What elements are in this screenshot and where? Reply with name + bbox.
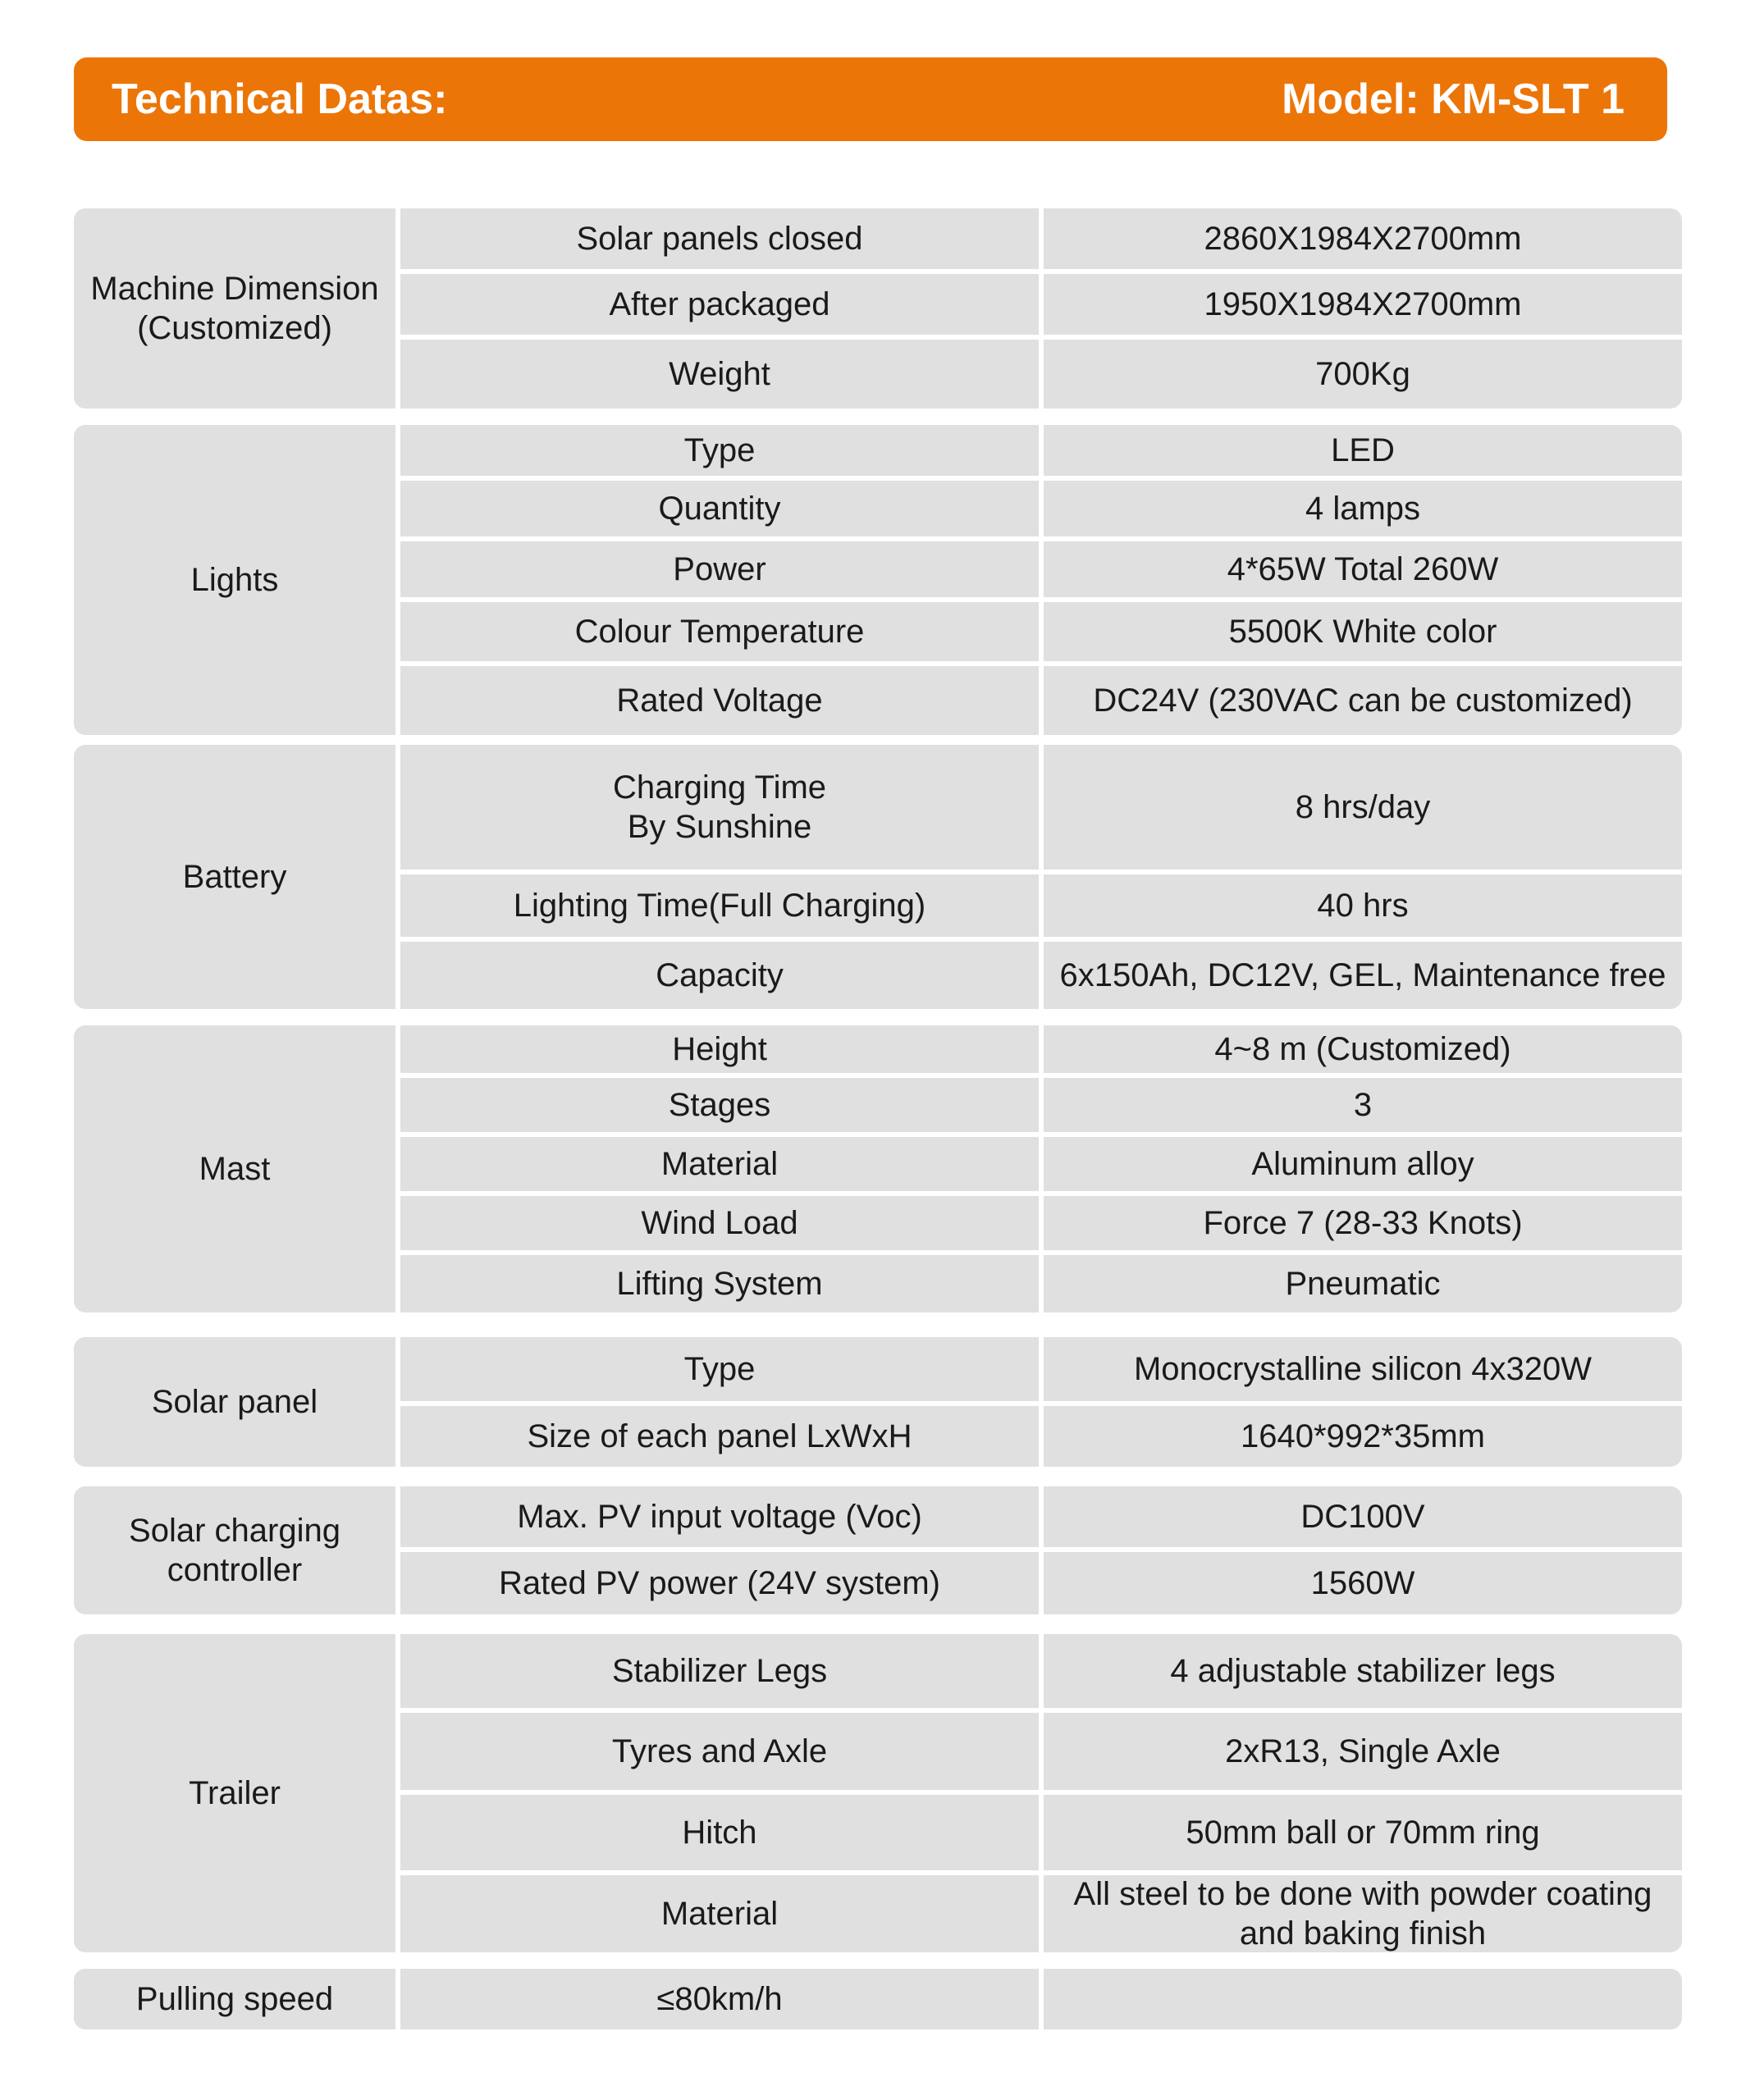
category-label: Battery (74, 745, 395, 1009)
spec-label: Stabilizer Legs (400, 1634, 1039, 1708)
spec-value: 700Kg (1044, 340, 1682, 409)
spec-value: DC100V (1044, 1486, 1682, 1547)
spec-label: Wind Load (400, 1196, 1039, 1250)
spec-group-mast (74, 1025, 1682, 1312)
spec-value: 4 lamps (1044, 481, 1682, 536)
spec-label: Colour Temperature (400, 602, 1039, 661)
spec-value: 50mm ball or 70mm ring (1044, 1795, 1682, 1870)
spec-value: 8 hrs/day (1044, 745, 1682, 870)
spec-label: Stages (400, 1078, 1039, 1132)
spec-value: 4 adjustable stabilizer legs (1044, 1634, 1682, 1708)
spec-label: ≤80km/h (400, 1969, 1039, 2029)
category-label: Pulling speed (74, 1969, 395, 2029)
spec-label: Lifting System (400, 1255, 1039, 1312)
spec-label: Capacity (400, 942, 1039, 1009)
spec-value: 5500K White color (1044, 602, 1682, 661)
spec-label: Power (400, 541, 1039, 597)
spec-group-pulling-speed (74, 1969, 1682, 2029)
spec-label: Material (400, 1875, 1039, 1952)
spec-value: 40 hrs (1044, 874, 1682, 937)
category-label: Machine Dimension (Customized) (74, 208, 395, 409)
spec-group-solar-panel (74, 1337, 1682, 1467)
page-title: Technical Datas: (112, 75, 448, 123)
spec-label: Rated Voltage (400, 666, 1039, 735)
spec-value: 1640*992*35mm (1044, 1406, 1682, 1467)
spec-label: Weight (400, 340, 1039, 409)
spec-value: 3 (1044, 1078, 1682, 1132)
spec-label: Tyres and Axle (400, 1713, 1039, 1790)
spec-group-machine-dimension (74, 208, 1682, 409)
category-label: Mast (74, 1025, 395, 1312)
spec-label: Quantity (400, 481, 1039, 536)
spec-label: Type (400, 425, 1039, 476)
spec-value: Force 7 (28-33 Knots) (1044, 1196, 1682, 1250)
spec-value: DC24V (230VAC can be customized) (1044, 666, 1682, 735)
spec-value: 1560W (1044, 1552, 1682, 1614)
spec-label: Charging Time By Sunshine (400, 745, 1039, 870)
spec-group-trailer (74, 1634, 1682, 1952)
spec-group-battery (74, 745, 1682, 1009)
spec-value: Aluminum alloy (1044, 1137, 1682, 1191)
spec-label: Lighting Time(Full Charging) (400, 874, 1039, 937)
category-label: Solar charging controller (74, 1486, 395, 1614)
spec-group-lights (74, 425, 1682, 735)
model-label: Model: KM-SLT 1 (1282, 75, 1625, 123)
spec-label: Max. PV input voltage (Voc) (400, 1486, 1039, 1547)
spec-value: LED (1044, 425, 1682, 476)
spec-value: All steel to be done with powder coating and baking finish (1044, 1875, 1682, 1952)
spec-label: Material (400, 1137, 1039, 1191)
spec-value: 6x150Ah, DC12V, GEL, Maintenance free (1044, 942, 1682, 1009)
spec-label: After packaged (400, 274, 1039, 335)
header-banner (74, 57, 1667, 141)
category-label: Solar panel (74, 1337, 395, 1467)
spec-label: Type (400, 1337, 1039, 1401)
spec-label: Height (400, 1025, 1039, 1073)
spec-value: 2xR13, Single Axle (1044, 1713, 1682, 1790)
spec-label: Hitch (400, 1795, 1039, 1870)
spec-group-solar-charging-controller (74, 1486, 1682, 1614)
category-label: Trailer (74, 1634, 395, 1952)
category-label: Lights (74, 425, 395, 735)
spec-value: Monocrystalline silicon 4x320W (1044, 1337, 1682, 1401)
spec-label: Rated PV power (24V system) (400, 1552, 1039, 1614)
spec-value: 1950X1984X2700mm (1044, 274, 1682, 335)
spec-value: 4~8 m (Customized) (1044, 1025, 1682, 1073)
spec-value (1044, 1969, 1682, 2029)
spec-value: Pneumatic (1044, 1255, 1682, 1312)
spec-value: 4*65W Total 260W (1044, 541, 1682, 597)
spec-label: Size of each panel LxWxH (400, 1406, 1039, 1467)
spec-label: Solar panels closed (400, 208, 1039, 269)
spec-value: 2860X1984X2700mm (1044, 208, 1682, 269)
